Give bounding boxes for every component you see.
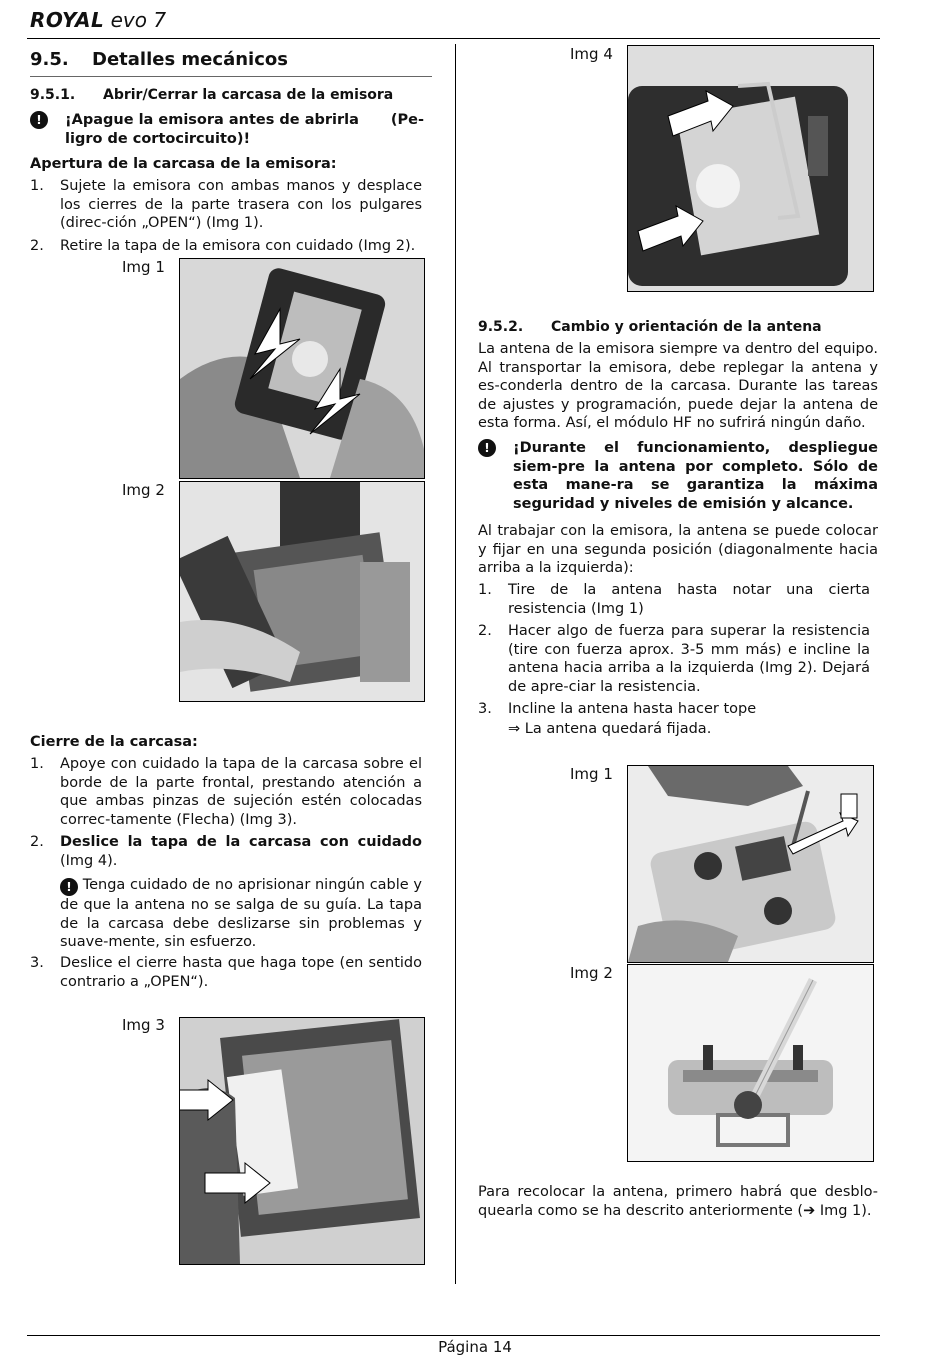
- list-item: 2. Retire la tapa de la emisora con cuidado (Img 2).: [30, 237, 416, 254]
- photo-close-clips: [179, 1017, 425, 1265]
- closing-steps: [30, 755, 422, 874]
- header-rule: [27, 38, 880, 39]
- list-item: 1. Tire de la antena hasta notar una cierta resistencia (Img 1): [478, 582, 870, 617]
- page-number: Página 14: [438, 1338, 512, 1356]
- antenna-final-text: Para recolocar la antena, primero habrá que desblo-quearla como se ha descrito anteriormente (➔ Img 1).: [478, 1184, 878, 1219]
- antenna-para2: Al trabajar con la emisora, la antena se puede colocar y fijar en una segunda posición (diagonalmente hacia arriba a la izquierda):: [478, 523, 878, 576]
- img4-label: Img 4: [570, 45, 613, 63]
- section-rule: [30, 76, 432, 77]
- list-item: 2. Hacer algo de fuerza para superar la resistencia (tire con fuerza aprox. 3-5 mm más) e incline la antena hacia arriba a la izquierda (Img 2). Dejará de apre-ciar la resistencia.: [478, 623, 870, 695]
- img3-label: Img 3: [122, 1016, 165, 1034]
- photo-tilt-antenna-illustration: [628, 965, 873, 1161]
- warning-block: ! ¡Apague la emisora antes de abrirla (Pe- ligro de cortocircuito)!: [30, 111, 428, 148]
- warning-icon: !: [30, 111, 48, 129]
- subsection-heading-2: 9.5.2. Cambio y orientación de la antena: [478, 319, 822, 335]
- photo-pull-antenna-illustration: [628, 766, 873, 962]
- photo-close-clips-illustration: [180, 1018, 424, 1264]
- photo-remove-cover: [179, 481, 425, 702]
- antenna-warning-block: [478, 439, 878, 513]
- list-item: 1. Apoye con cuidado la tapa de la carcasa sobre el borde de la parte frontal, prestando atención a que ambas pinzas de sujeción estén colocadas correc-tamente (Flecha) (Img 3).: [30, 756, 422, 828]
- img2-label: Img 2: [122, 481, 165, 499]
- photo-slide-cover: [627, 45, 874, 292]
- closing-note: ! Tenga cuidado de no aprisionar ningún cable y de que la antena no se salga de su guía. La tapa de la carcasa debe deslizarse sin problemas y suave-mente, sin esfuerzo.: [60, 877, 422, 950]
- list-item: 3. Deslice el cierre hasta que haga tope (en sentido contrario a „OPEN“).: [30, 955, 422, 990]
- opening-steps: [30, 177, 422, 259]
- antenna-img2-label: Img 2: [570, 964, 613, 982]
- photo-slide-cover-illustration: [628, 46, 873, 291]
- subsection-heading-1: 9.5.1. Abrir/Cerrar la carcasa de la emisora: [30, 87, 394, 103]
- list-item: 1. Sujete la emisora con ambas manos y desplace los cierres de la parte trasera con los pulgares (direc-ción „OPEN“) (Img 1).: [30, 178, 422, 231]
- list-item: 3. Incline la antena hasta hacer tope: [478, 701, 757, 717]
- model-name: evo 7: [110, 8, 167, 32]
- photo-open-latches-illustration: [180, 259, 424, 478]
- list-item: 2. Deslice la tapa de la carcasa con cuidado (Img 4).: [30, 834, 422, 869]
- img1-label: Img 1: [122, 258, 165, 276]
- section-title: 9.5. Detalles mecánicos: [30, 49, 288, 70]
- antenna-intro: La antena de la emisora siempre va dentro del equipo. Al transportar la emisora, debe replegar la antena y es-conderla dentro de la carcasa. Durante las tareas de ajustes y programación, puede dejar la antena de esta forma. Así, el módulo HF no sufrirá ningún daño.: [478, 341, 878, 431]
- antenna-img1-label: Img 1: [570, 765, 613, 783]
- opening-heading: Apertura de la carcasa de la emisora:: [30, 156, 337, 172]
- photo-open-latches: [179, 258, 425, 479]
- column-divider: [455, 44, 456, 1284]
- warning-icon: !: [478, 439, 496, 457]
- photo-pull-antenna: [627, 765, 874, 963]
- brand-name: ROYAL: [30, 8, 105, 32]
- antenna-result: ⇒ La antena quedará fijada.: [508, 721, 712, 737]
- photo-tilt-antenna: [627, 964, 874, 1162]
- footer-rule: [27, 1335, 880, 1336]
- closing-heading: Cierre de la carcasa:: [30, 734, 198, 750]
- photo-remove-cover-illustration: [180, 482, 424, 701]
- header-logo: [30, 8, 167, 32]
- antenna-steps: [478, 581, 870, 723]
- antenna-warning: ¡Durante el funcionamiento, despliegue siem-pre la antena por completo. Sólo de esta mane-ra se garantiza la máxima seguridad y niveles de emisión y alcance.: [513, 440, 878, 512]
- warning-icon: !: [60, 878, 78, 896]
- closing-steps-continued: [30, 954, 422, 995]
